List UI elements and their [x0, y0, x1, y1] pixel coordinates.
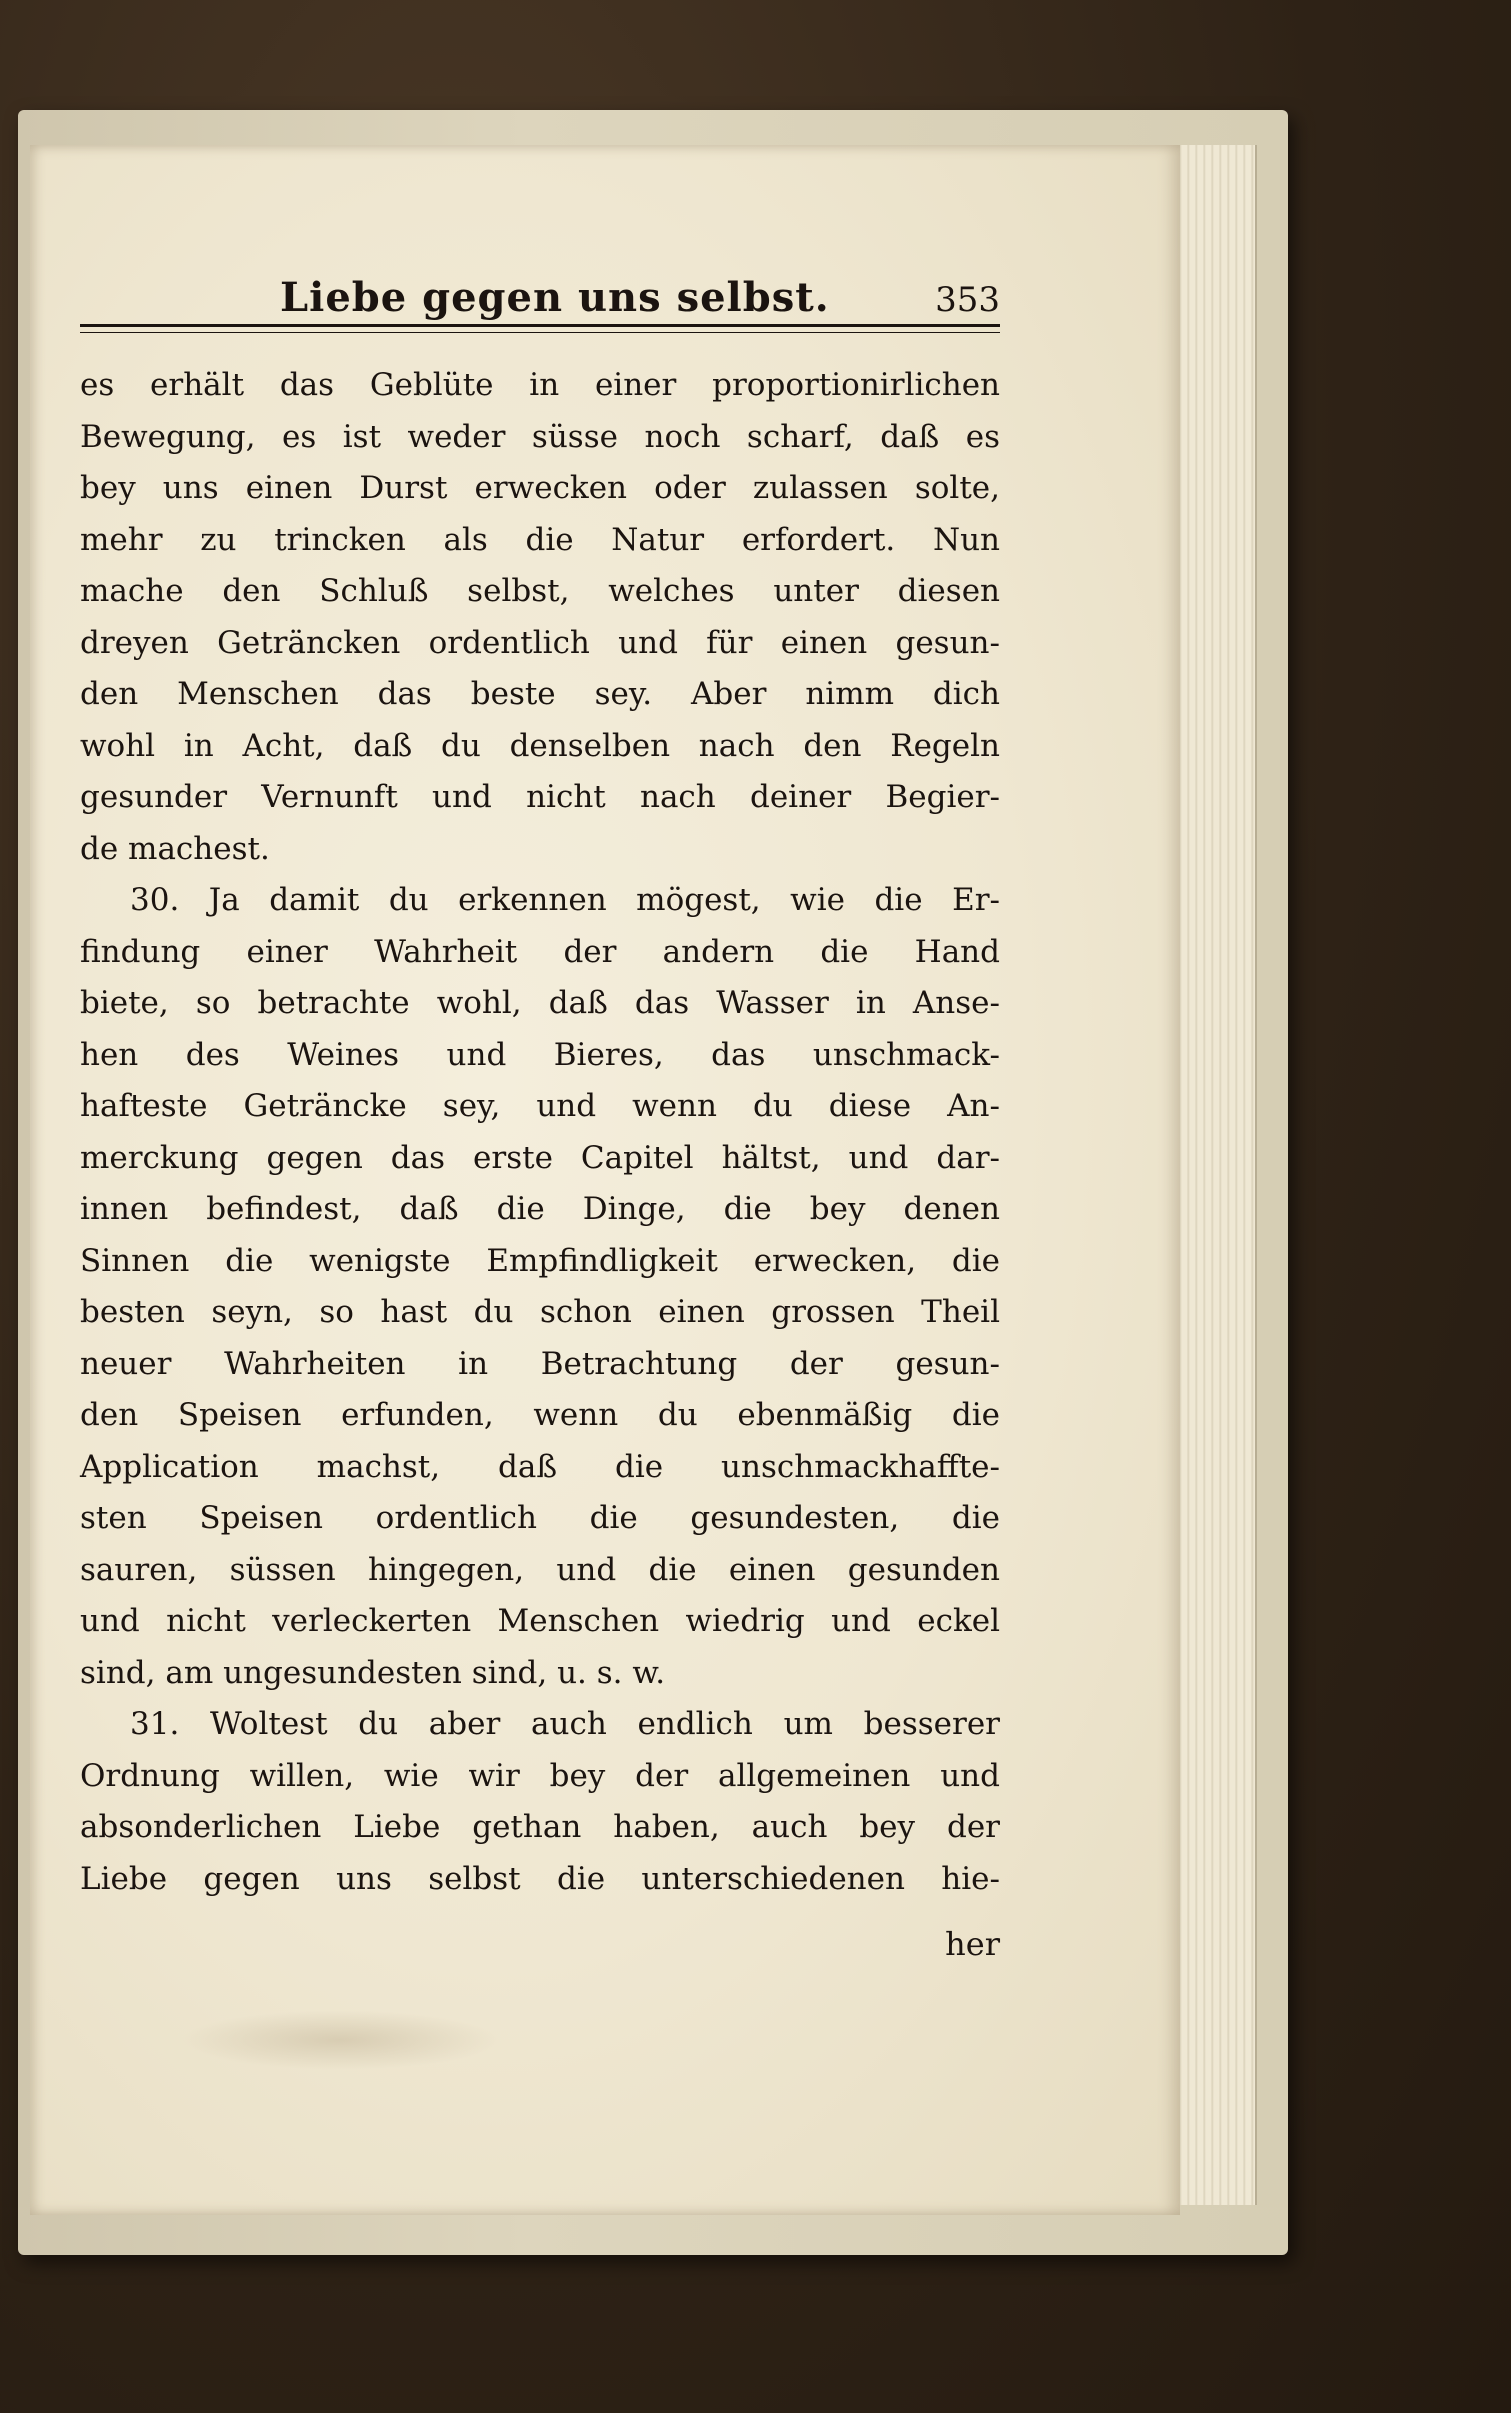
- text-line: absonderlichen Liebe gethan haben, auch bey der: [80, 1809, 1000, 1845]
- text-line: sauren, süssen hingegen, und die einen gesunden: [80, 1551, 1000, 1588]
- text-line: findung einer Wahrheit der andern die Hand: [80, 933, 1000, 970]
- text-line: biete, so betrachte wohl, daß das Wasser in Anse-: [80, 985, 1000, 1021]
- text-line: den Speisen erfunden, wenn du ebenmäßig die: [80, 1397, 1000, 1433]
- text-line: sten Speisen ordentlich die gesundesten, die: [80, 1500, 1000, 1536]
- text-line: den Menschen das beste sey. Aber nimm dich: [80, 676, 1000, 712]
- text-line: Liebe gegen uns selbst die unterschiedenen hie-: [80, 1860, 1000, 1897]
- text-line: besten seyn, so hast du schon einen grossen Theil: [80, 1294, 1000, 1330]
- text-line: dreyen Geträncken ordentlich und für einen gesun-: [80, 624, 1000, 661]
- text-line: Ordnung willen, wie wir bey der allgemeinen und: [80, 1757, 1000, 1794]
- text-line: de machest.: [80, 830, 270, 867]
- body-text: [80, 360, 1000, 1905]
- text-line: mehr zu trincken als die Natur erfordert. Nun: [80, 521, 1000, 558]
- text-line: wohl in Acht, daß du denselben nach den Regeln: [80, 727, 1000, 764]
- text-line: merckung gegen das erste Capitel hältst, und dar-: [80, 1139, 1000, 1176]
- text-line: Sinnen die wenigste Empfindligkeit erwecken, die: [80, 1242, 1000, 1279]
- text-line: mache den Schluß selbst, welches unter diesen: [80, 573, 1000, 609]
- text-line: hafteste Geträncke sey, und wenn du diese An-: [80, 1088, 1000, 1124]
- text-line: gesunder Vernunft und nicht nach deiner Begier-: [80, 779, 1000, 815]
- page-stain: [180, 2010, 500, 2070]
- catchword: her: [945, 1925, 1000, 1963]
- text-line: sind, am ungesundesten sind, u. s. w.: [80, 1654, 666, 1691]
- header-rule: [80, 324, 1000, 333]
- text-line: Bewegung, es ist weder süsse noch scharf, daß es: [80, 418, 1000, 455]
- running-title: Liebe gegen uns selbst.: [280, 274, 830, 321]
- text-line: bey uns einen Durst erwecken oder zulassen solte,: [80, 470, 1000, 506]
- page-number: 353: [935, 280, 1000, 320]
- text-line: es erhält das Geblüte in einer proportionirlichen: [80, 367, 1000, 403]
- text-line: neuer Wahrheiten in Betrachtung der gesun-: [80, 1345, 1000, 1382]
- page-header: [80, 268, 1000, 326]
- text-line: hen des Weines und Bieres, das unschmack-: [80, 1036, 1000, 1073]
- text-line: Application machst, daß die unschmackhaffte-: [80, 1448, 1000, 1485]
- text-line: 31. Woltest du aber auch endlich um besserer: [130, 1706, 1000, 1742]
- text-line: und nicht verleckerten Menschen wiedrig und eckel: [80, 1603, 1000, 1639]
- text-line: innen befindest, daß die Dinge, die bey denen: [80, 1191, 1000, 1227]
- text-line: 30. Ja damit du erkennen mögest, wie die Er-: [130, 882, 1000, 918]
